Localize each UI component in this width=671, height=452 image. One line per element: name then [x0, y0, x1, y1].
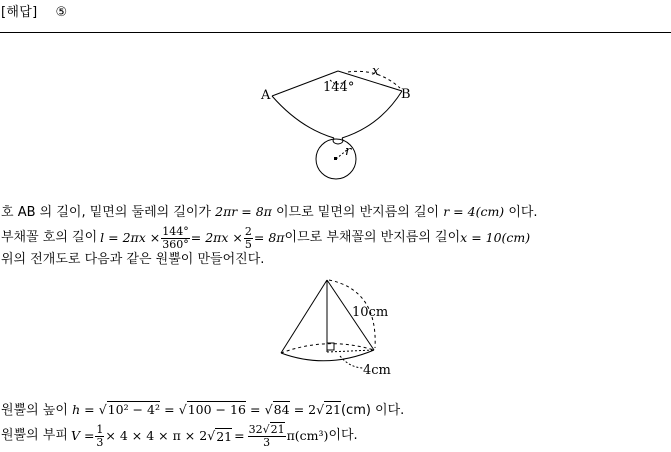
- fraction-2-5: [244, 226, 253, 251]
- formula-radius: r = 4(cm): [443, 204, 505, 219]
- formula-arc-length-3: = 8π: [253, 230, 285, 245]
- line-1-text-end: 이다.: [504, 205, 538, 220]
- line-1-text: 호 AB 의 길이, 밑면의 둘레의 길이가: [1, 205, 216, 220]
- formula-arc-length: l = 2πx ×: [100, 230, 161, 245]
- equals-2: =: [250, 402, 261, 417]
- x-label: x: [372, 64, 380, 79]
- fraction-denominator: 3: [263, 435, 271, 449]
- formula-volume-product: × 4 × 4 × π × 2: [105, 428, 208, 443]
- fraction-numerator: 32√21: [248, 422, 285, 436]
- line-1: [1, 204, 538, 221]
- sqrt-term-5: 21: [216, 428, 233, 444]
- line-5-text-end: 이다.: [328, 428, 358, 443]
- numerator-coefficient: 32: [248, 422, 263, 436]
- line-3: 위의 전개도로 다음과 같은 원뿔이 만들어진다.: [1, 252, 265, 267]
- line-2: [1, 222, 530, 254]
- sqrt-term-3: 84: [273, 402, 290, 417]
- line-2-text: 부채꼴 호의 길이: [1, 230, 98, 245]
- fraction-denominator: 360°: [162, 237, 189, 251]
- fraction-1-3: [95, 424, 104, 449]
- equals-4: =: [234, 428, 245, 443]
- slant-length-label: 10cm: [352, 305, 389, 320]
- sqrt-term-1: 10² − 4²: [107, 402, 160, 417]
- r-label: r: [345, 144, 352, 159]
- formula-circumference: 2πr = 8π: [215, 204, 272, 219]
- radius-length-label: 4cm: [363, 363, 391, 378]
- line-5-text: 원뿔의 부피: [1, 428, 68, 443]
- point-b-label: B: [401, 87, 411, 102]
- line-4: 원뿔의 높이 h = √10² − 4² = √100 − 16 = √84 = 2√21(cm) 이다.: [1, 402, 405, 418]
- numerator-sqrt: 21: [270, 422, 285, 436]
- equals-1: =: [164, 402, 175, 417]
- line-4-text-end: (cm) 이다.: [340, 403, 405, 418]
- formula-volume: V =: [70, 428, 95, 443]
- fraction-144-360: [161, 226, 190, 251]
- sqrt-term-2: 100 − 16: [187, 402, 246, 417]
- point-a-label: A: [261, 88, 271, 103]
- volume-unit: π(cm³): [286, 428, 329, 443]
- sqrt-term-4: 21: [325, 402, 341, 417]
- line-2-text-mid: 이므로 부채꼴의 반지름의 길이: [284, 230, 461, 245]
- equals-3: = 2: [293, 402, 317, 417]
- fraction-numerator: 2: [244, 224, 252, 238]
- fraction-numerator: 1: [96, 422, 104, 436]
- fraction-denominator: 5: [244, 237, 252, 251]
- line-5: 원뿔의 부피 V = $\frac{1}{3}$ × 4 × 4 × π × 2 √ 21 = $\frac{32√21}{3}$ π(cm³) 이다.: [1, 422, 358, 449]
- fraction-denominator: 3: [96, 435, 104, 449]
- answer-label: [해답]: [1, 5, 38, 20]
- fraction-volume-result: [248, 424, 286, 449]
- answer-number: ⑤: [55, 5, 68, 20]
- formula-arc-length-2: = 2πx ×: [190, 230, 243, 245]
- angle-label: 144°: [323, 80, 355, 95]
- formula-height: h =: [72, 402, 95, 417]
- line-1-text-mid: 이므로 밑면의 반지름의 길이: [271, 205, 444, 220]
- formula-sector-radius: x = 10(cm): [460, 230, 531, 245]
- fraction-numerator: 144°: [162, 224, 189, 238]
- line-4-text: 원뿔의 높이: [1, 403, 73, 418]
